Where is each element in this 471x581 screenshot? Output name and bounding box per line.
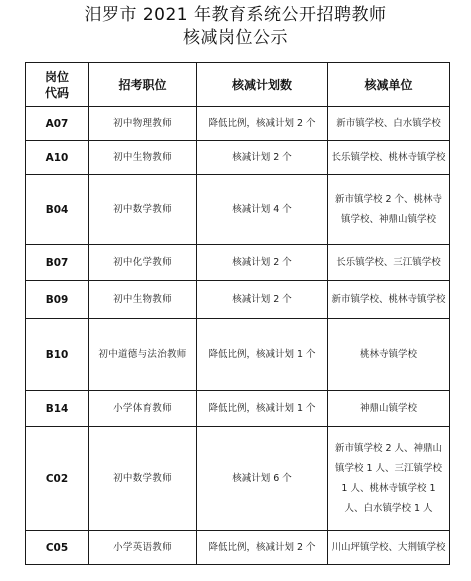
- table-row: [26, 427, 450, 531]
- header-plan: 核减计划数: [197, 63, 328, 107]
- table-header-row: [26, 63, 450, 107]
- header-position: 招考职位: [89, 63, 197, 107]
- table-row: [26, 141, 450, 175]
- row-plan: 降低比例，核减计划 2 个: [197, 531, 328, 565]
- header-unit: 核减单位: [328, 63, 450, 107]
- row-plan: 核减计划 6 个: [197, 427, 328, 531]
- row-plan: 核减计划 2 个: [197, 281, 328, 319]
- row-code: A10: [26, 141, 89, 175]
- row-code: B10: [26, 319, 89, 391]
- row-code: B09: [26, 281, 89, 319]
- row-plan: 核减计划 2 个: [197, 245, 328, 281]
- row-plan: 降低比例，核减计划 1 个: [197, 391, 328, 427]
- table-row: [26, 531, 450, 565]
- row-code: C02: [26, 427, 89, 531]
- row-position: 小学体育教师: [89, 391, 197, 427]
- row-position: 初中物理教师: [89, 107, 197, 141]
- row-unit: 新市镇学校 2 人、神鼎山镇学校 1 人、三江镇学校 1 人、桃林寺镇学校 1 人、白水镇学校 1 人: [328, 427, 450, 531]
- row-position: 初中道德与法治教师: [89, 319, 197, 391]
- row-unit: 新市镇学校 2 个、桃林寺镇学校、神鼎山镇学校: [328, 175, 450, 245]
- table-row: [26, 175, 450, 245]
- header-code: [26, 63, 89, 107]
- row-code: C05: [26, 531, 89, 565]
- table-row: [26, 107, 450, 141]
- row-position: 初中化学教师: [89, 245, 197, 281]
- row-position: 初中数学教师: [89, 427, 197, 531]
- row-unit: 长乐镇学校、桃林寺镇学校: [328, 141, 450, 175]
- row-position: 初中生物教师: [89, 281, 197, 319]
- title-line-2: 核减岗位公示: [183, 28, 288, 48]
- row-plan: 降低比例，核减计划 1 个: [197, 319, 328, 391]
- header-code-line1: 岗位: [44, 69, 69, 84]
- row-unit: 桃林寺镇学校: [328, 319, 450, 391]
- header-code-line2: 代码: [44, 85, 69, 100]
- row-plan: 核减计划 4 个: [197, 175, 328, 245]
- row-plan: 核减计划 2 个: [197, 141, 328, 175]
- row-code: B07: [26, 245, 89, 281]
- title-line-1: 汨罗市 2021 年教育系统公开招聘教师: [84, 5, 387, 25]
- row-position: 初中数学教师: [89, 175, 197, 245]
- row-code: B04: [26, 175, 89, 245]
- table-row: [26, 319, 450, 391]
- row-unit: 新市镇学校、桃林寺镇学校: [328, 281, 450, 319]
- row-unit: 长乐镇学校、三江镇学校: [328, 245, 450, 281]
- row-code: A07: [26, 107, 89, 141]
- positions-table: [25, 62, 450, 565]
- table-row: [26, 281, 450, 319]
- row-unit: 新市镇学校、白水镇学校: [328, 107, 450, 141]
- document-title: [0, 4, 471, 50]
- row-unit: 川山坪镇学校、大荆镇学校: [328, 531, 450, 565]
- table-row: [26, 245, 450, 281]
- row-code: B14: [26, 391, 89, 427]
- row-position: 小学英语教师: [89, 531, 197, 565]
- table-row: [26, 391, 450, 427]
- row-position: 初中生物教师: [89, 141, 197, 175]
- row-unit: 神鼎山镇学校: [328, 391, 450, 427]
- row-plan: 降低比例，核减计划 2 个: [197, 107, 328, 141]
